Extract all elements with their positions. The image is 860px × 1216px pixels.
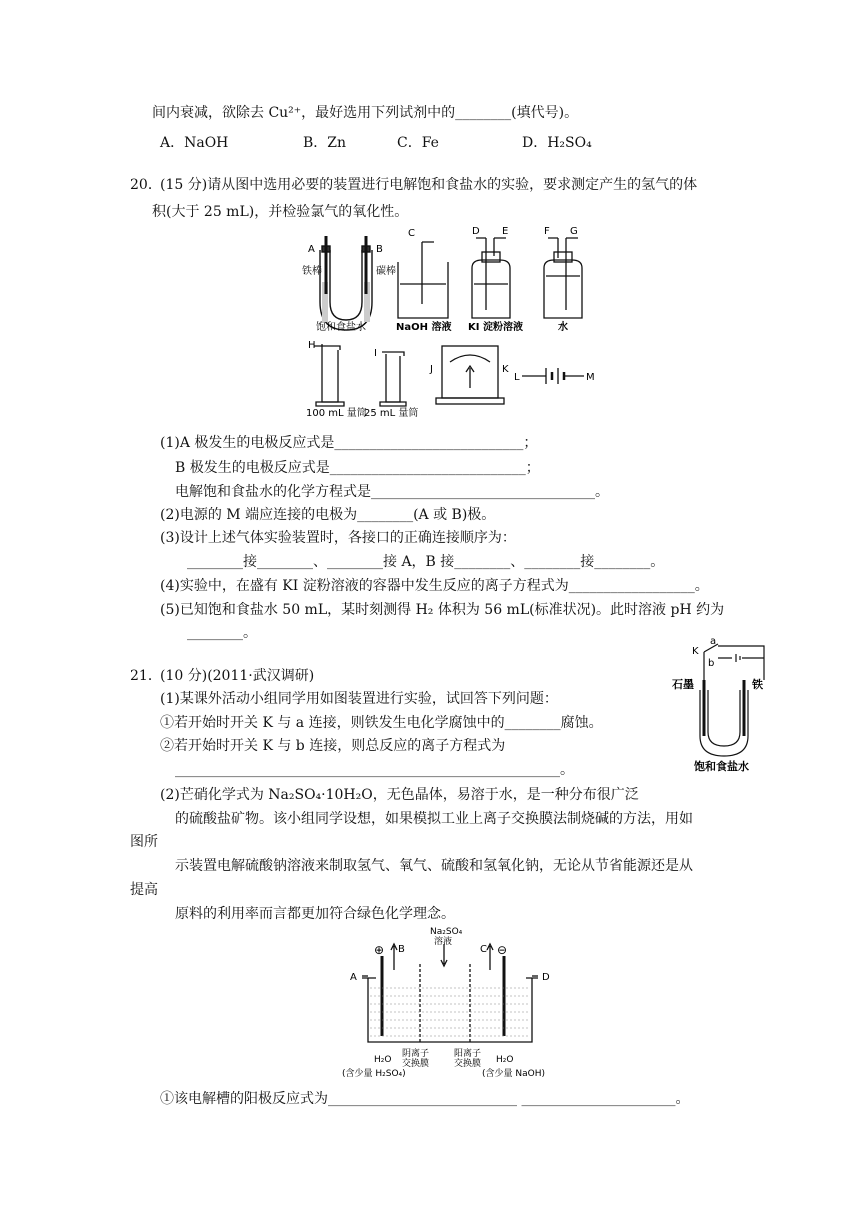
beaker-naoh: [398, 242, 448, 318]
q21-corrosion-figure: [672, 632, 782, 774]
label-k: K: [502, 364, 509, 375]
label-h: H: [308, 340, 316, 351]
cell-label-d: D: [542, 972, 550, 983]
q20-part5-blank: ________。: [187, 625, 257, 641]
label-d: D: [472, 226, 480, 237]
solution-label: 溶液: [434, 937, 453, 947]
u-tube-apparatus: [320, 236, 372, 330]
cylinder-25ml: [380, 352, 406, 406]
label-c: C: [408, 228, 415, 239]
label-small-b: b: [708, 658, 715, 669]
bottle-water: [544, 238, 582, 318]
na2so4-label: Na₂SO₄: [430, 927, 463, 937]
q20-apparatus-figure: [300, 222, 600, 422]
q21-header: (10 分)(2011·武汉调研): [160, 668, 315, 684]
cation-membrane-1: 阳离子: [454, 1049, 482, 1059]
left-note: (含少量 H₂SO₄): [342, 1069, 406, 1079]
q21-line-9: 提高: [130, 882, 158, 898]
graphite-label: 石墨: [672, 678, 694, 691]
q20-part1-b: B 极发生的电极反应式是____________________________；: [175, 460, 540, 476]
q20-part2: (2)电源的 M 端应连接的电极为________(A 或 B)极。: [160, 507, 496, 523]
label-a: A: [308, 244, 315, 255]
label-small-a: a: [710, 636, 717, 647]
label-b: B: [376, 244, 383, 255]
q21-line-7: 图所: [130, 834, 158, 850]
q21-line-4: _______________________________________________________。: [175, 762, 574, 778]
caption-brine: 饱和食盐水: [316, 322, 366, 333]
label-g: G: [570, 226, 578, 237]
bottle-ki-starch: [472, 238, 510, 318]
anode-plus-icon: ⊕: [374, 943, 385, 957]
left-h2o: H₂O: [374, 1055, 392, 1065]
q21-line-5: (2)芒硝化学式为 Na₂SO₄·10H₂O，无色晶体，易溶于水，是一种分布很广泛: [160, 787, 639, 803]
q19-option-b: B．Zn: [303, 135, 347, 151]
caption-naoh: NaOH 溶液: [396, 322, 452, 333]
q20-number: 20．: [130, 177, 162, 193]
q19-option-d: D．H₂SO₄: [522, 135, 592, 151]
label-e: E: [502, 226, 509, 237]
right-note: (含少量 NaOH): [482, 1069, 545, 1079]
caption-25ml: 25 mL 量筒: [364, 408, 419, 419]
q21-line-8: 示装置电解硫酸钠溶液来制取氢气、氧气、硫酸和氢氧化钠，无论从节省能源还是从: [175, 858, 693, 874]
q20-part1-a: (1)A 极发生的电极反应式是___________________________；: [160, 435, 538, 451]
label-l: L: [514, 372, 520, 383]
caption-ki: KI 淀粉溶液: [468, 322, 523, 333]
q21-line-2: ①若开始时开关 K 与 a 连接，则铁发生电化学腐蚀中的________腐蚀。: [160, 715, 603, 731]
cell-label-a: A: [350, 972, 357, 983]
iron-label: 铁: [752, 678, 763, 691]
label-m: M: [586, 372, 595, 383]
q21-line-11: ①该电解槽的阳极反应式为___________________________ ______________________。: [160, 1091, 690, 1107]
carbon-rod-label: 碳棒: [376, 266, 396, 277]
q20-part1-c: 电解饱和食盐水的化学方程式是________________________________。: [175, 484, 609, 500]
q21-line-10: 原料的利用率而言都更加符合绿色化学理念。: [175, 906, 455, 922]
anion-membrane-2: 交换膜: [402, 1059, 430, 1069]
ammeter: [436, 346, 504, 404]
label-j: J: [430, 364, 433, 375]
caption-water: 水: [558, 322, 568, 333]
q21-line-6: 的硫酸盐矿物。该小组同学设想，如果模拟工业上离子交换膜法制烧碱的方法，用如: [175, 811, 693, 827]
right-h2o: H₂O: [496, 1055, 514, 1065]
q20-stem-line2: 积(大于 25 mL)，并检验氯气的氧化性。: [152, 204, 409, 220]
q20-stem-line1: (15 分)请从图中选用必要的装置进行电解饱和食盐水的实验，要求测定产生的氢气的体: [160, 177, 698, 193]
cation-membrane-2: 交换膜: [454, 1059, 482, 1069]
cathode-minus-icon: ⊖: [497, 943, 508, 957]
q19-option-a: A．NaOH: [160, 135, 229, 151]
q21-line-3: ②若开始时开关 K 与 b 连接，则总反应的离子方程式为: [160, 738, 506, 754]
cell-label-b: B: [398, 944, 405, 955]
q20-part4: (4)实验中，在盛有 KI 淀粉溶液的容器中发生反应的离子方程式为__________________。: [160, 578, 709, 594]
q20-part5: (5)已知饱和食盐水 50 mL，某时刻测得 H₂ 体积为 56 mL(标准状况)。此时溶液 pH 约为: [160, 602, 725, 618]
q21-electrolysis-cell: [342, 924, 562, 1080]
q21-line-1: (1)某课外活动小组同学用如图装置进行实验，试回答下列问题：: [160, 691, 558, 707]
caption-brine-2: 饱和食盐水: [694, 760, 749, 773]
q20-part3-blanks: ________接________、________接 A，B 接________、________接________。: [187, 554, 665, 570]
battery: [522, 368, 584, 384]
cylinder-100ml: [314, 344, 344, 406]
anion-membrane-1: 阴离子: [402, 1049, 430, 1059]
q21-number: 21．: [130, 668, 162, 684]
caption-100ml: 100 mL 量筒: [306, 408, 367, 419]
q20-part3: (3)设计上述气体实验装置时，各接口的正确连接顺序为：: [160, 530, 516, 546]
q19-option-c: C．Fe: [397, 135, 439, 151]
label-switch-k: K: [692, 646, 699, 657]
cell-label-c: C: [480, 944, 487, 955]
label-f: F: [544, 226, 550, 237]
q19-tail-line: 间内衰减，欲除去 Cu²⁺，最好选用下列试剂中的________(填代号)。: [152, 105, 579, 121]
label-i: I: [374, 348, 377, 359]
iron-rod-label: 铁棒: [302, 266, 322, 277]
